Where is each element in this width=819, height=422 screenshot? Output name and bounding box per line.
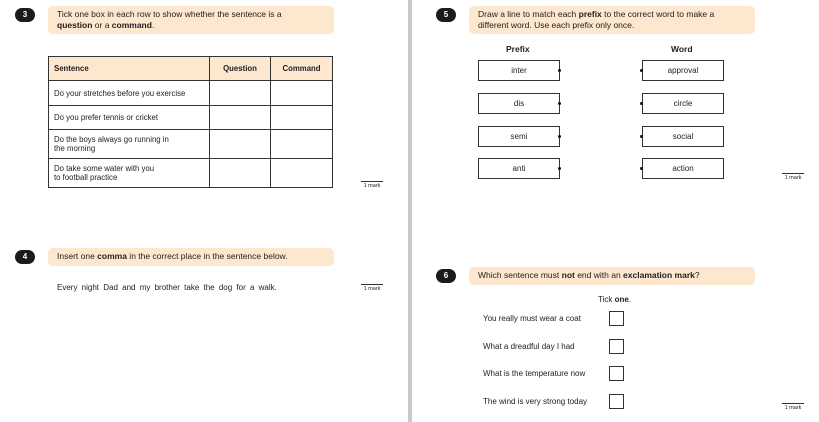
prefix-dot-semi[interactable] xyxy=(558,135,561,138)
page-divider xyxy=(408,0,412,422)
tick-one-period: . xyxy=(628,295,632,304)
word-box-approval[interactable]: approval xyxy=(642,60,724,81)
option-label: You really must wear a coat xyxy=(483,314,581,323)
col-header-sentence: Sentence xyxy=(49,57,210,81)
prefix-column-header: Prefix xyxy=(506,44,530,54)
tick-one-text: Tick xyxy=(598,295,615,304)
table-row xyxy=(49,81,333,106)
q5-prompt-text-cont: to the correct word to make a xyxy=(601,9,715,19)
q5-mark: 1 mark xyxy=(782,173,804,181)
q3-keyword-command: command xyxy=(111,20,152,30)
sentence-text: Do the boys always go running in xyxy=(54,135,169,144)
prefix-box-anti[interactable]: anti xyxy=(478,158,560,179)
question-number-5: 5 xyxy=(436,8,456,22)
q3-prompt-period: . xyxy=(151,20,155,30)
word-dot-action[interactable] xyxy=(640,167,643,170)
option-tick-box[interactable] xyxy=(609,394,624,409)
question-tick-box[interactable] xyxy=(210,106,271,130)
question-number-4: 4 xyxy=(15,250,35,264)
q4-mark: 1 mark xyxy=(361,284,383,292)
question-number-3: 3 xyxy=(15,8,35,22)
word-column-header: Word xyxy=(671,44,693,54)
word-box-circle[interactable]: circle xyxy=(642,93,724,114)
q4-prompt-text: Insert one xyxy=(57,251,98,261)
question-tick-box[interactable] xyxy=(210,81,271,106)
tick-one-instruction xyxy=(598,295,631,304)
q5-prompt xyxy=(469,6,755,34)
q6-prompt-text: Which sentence must xyxy=(478,270,562,280)
q4-keyword-comma: comma xyxy=(97,251,127,261)
prefix-dot-anti[interactable] xyxy=(558,167,561,170)
q6-prompt-question-mark: ? xyxy=(694,270,700,280)
option-label: The wind is very strong today xyxy=(483,397,588,406)
q6-keyword-exclamation-mark: exclamation mark xyxy=(623,270,695,280)
q6-prompt xyxy=(469,267,755,285)
word-box-social[interactable]: social xyxy=(642,126,724,147)
q6-mark: 1 mark xyxy=(782,403,804,411)
sentence-text: Do your stretches before you exercise xyxy=(54,88,186,98)
q3-keyword-question: question xyxy=(57,20,93,30)
sentence-cell xyxy=(49,159,210,188)
question-number-6: 6 xyxy=(436,269,456,283)
sentence-cell xyxy=(49,130,210,159)
option-label: What a dreadful day I had xyxy=(483,342,575,351)
sentence-text: Do take some water with you xyxy=(54,164,155,173)
prefix-dot-inter[interactable] xyxy=(558,69,561,72)
q6-keyword-not: not xyxy=(561,270,575,280)
prefix-box-dis[interactable]: dis xyxy=(478,93,560,114)
command-tick-box[interactable] xyxy=(271,159,333,188)
command-tick-box[interactable] xyxy=(271,81,333,106)
option-tick-box[interactable] xyxy=(609,311,624,326)
q4-prompt xyxy=(48,248,334,266)
q5-prompt-text: Draw a line to match each xyxy=(478,9,579,19)
question-tick-box[interactable] xyxy=(210,159,271,188)
q3-table xyxy=(48,56,333,188)
tick-one-keyword: one xyxy=(614,295,629,304)
option-tick-box[interactable] xyxy=(609,366,624,381)
table-row xyxy=(49,159,333,188)
q4-sentence[interactable]: Every night Dad and my brother take the dog for a walk. xyxy=(57,283,277,292)
q3-prompt xyxy=(48,6,334,34)
q5-keyword-prefix: prefix xyxy=(578,9,602,19)
option-tick-box[interactable] xyxy=(609,339,624,354)
q4-prompt-text-end: in the correct place in the sentence below. xyxy=(126,251,288,261)
q3-prompt-or: or a xyxy=(92,20,112,30)
word-dot-approval[interactable] xyxy=(640,69,643,72)
q6-prompt-text-mid: end with an xyxy=(574,270,624,280)
table-row xyxy=(49,106,333,130)
command-tick-box[interactable] xyxy=(271,106,333,130)
prefix-box-inter[interactable]: inter xyxy=(478,60,560,81)
word-dot-social[interactable] xyxy=(640,135,643,138)
command-tick-box[interactable] xyxy=(271,130,333,159)
option-label: What is the temperature now xyxy=(483,369,586,378)
table-row xyxy=(49,130,333,159)
q3-mark: 1 mark xyxy=(361,181,383,189)
sentence-cell xyxy=(49,106,210,130)
sentence-text: the morning xyxy=(54,144,96,153)
q3-prompt-text: Tick one box in each row to show whether the sentence is a xyxy=(57,9,282,19)
col-header-question: Question xyxy=(210,57,271,81)
question-tick-box[interactable] xyxy=(210,130,271,159)
word-dot-circle[interactable] xyxy=(640,102,643,105)
q5-prompt-line2: different word. Use each prefix only once. xyxy=(478,20,635,30)
col-header-command: Command xyxy=(271,57,333,81)
word-box-action[interactable]: action xyxy=(642,158,724,179)
sentence-text: to football practice xyxy=(54,173,118,182)
prefix-box-semi[interactable]: semi xyxy=(478,126,560,147)
prefix-dot-dis[interactable] xyxy=(558,102,561,105)
sentence-cell xyxy=(49,81,210,106)
sentence-text: Do you prefer tennis or cricket xyxy=(54,113,159,122)
